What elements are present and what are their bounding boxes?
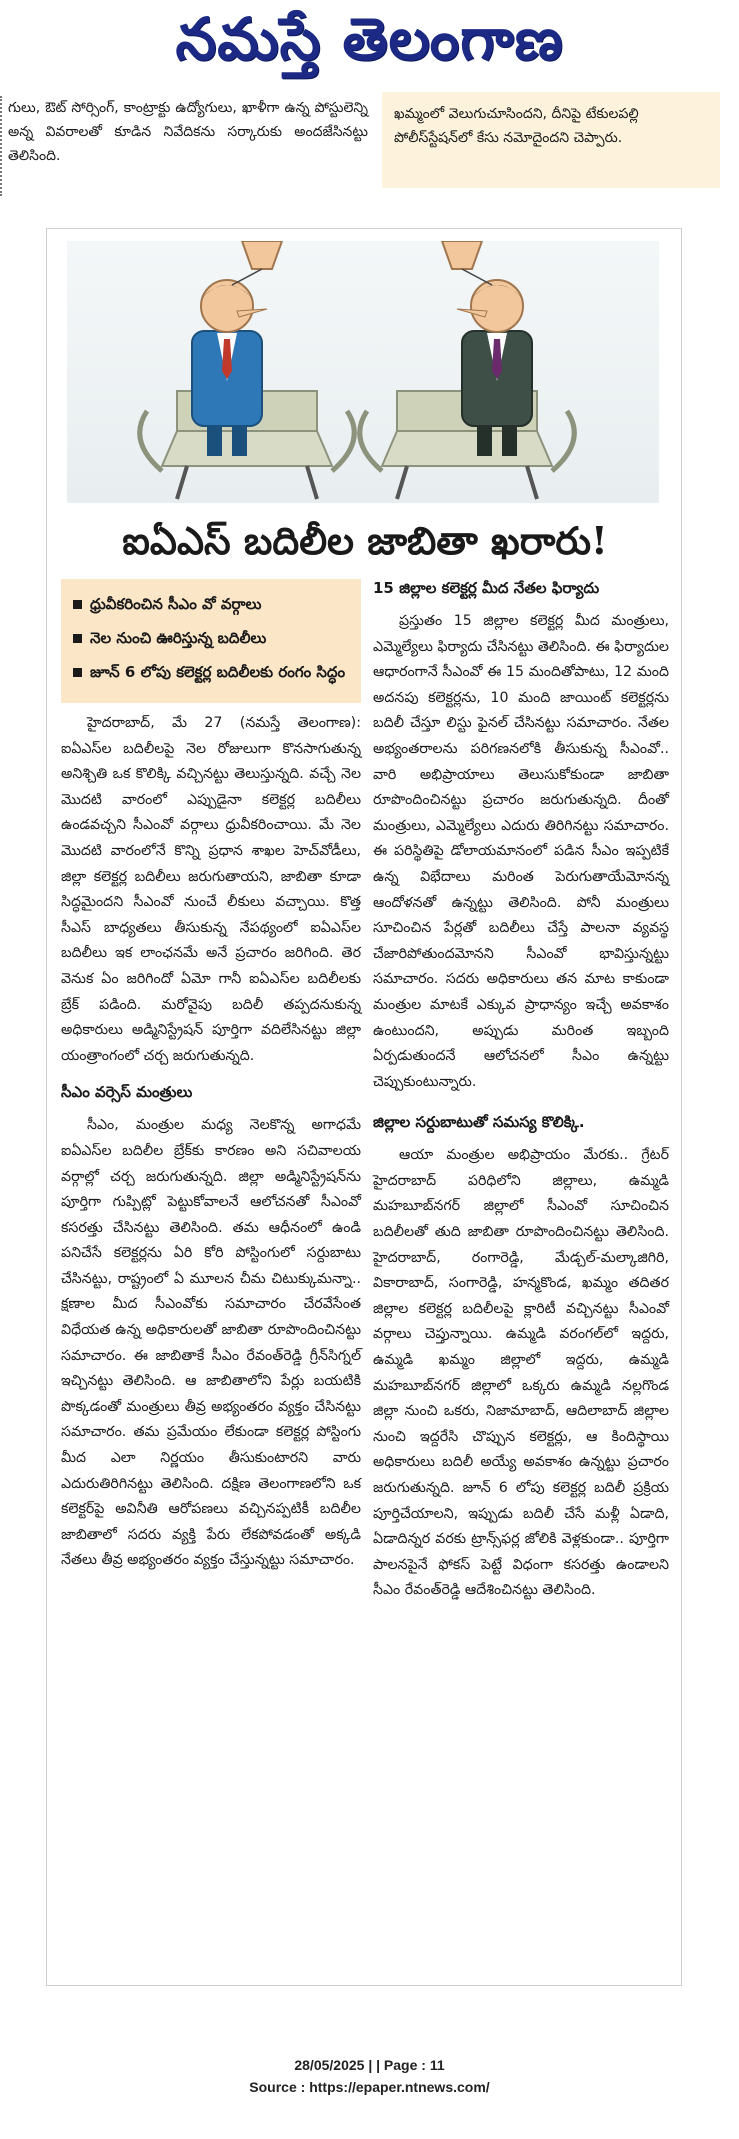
previous-article-left: గులు, ఔట్ సోర్సింగ్, కాంట్రాక్టు ఉద్యోగులు, ఖాళీగా ఉన్న పోస్టులెన్ని అన్న వివరాలతో కూడిన నివేదికను సర్కారుకు అందజేసినట్టు తెలిసింది. bbox=[8, 100, 368, 164]
right-column bbox=[373, 575, 669, 1604]
page-footer bbox=[0, 2054, 739, 2098]
article-intro: హైదరాబాద్, మే 27 (నమస్తే తెలంగాణ): ఐఏఎస్‌ల బదిలీలపై నెల రోజులుగా కొనసాగుతున్న అనిశ్చితి ఒక కొలిక్కి వచ్చినట్టు తెలుస్తున్నది. వచ్చే నెల మొదటి వారంలో ఎప్పుడైనా కలెక్టర్ల బదిలీలు ఉండవచ్చని సీఎంవో వర్గాలు ధ్రువీకరించాయి. మే నెల మొదటి వారంలోనే కొన్ని ప్రధాన శాఖల హెచ్‌వోడీలు, జిల్లా కలెక్టర్ల బదిలీలు జరుగుతాయని, జాబితా కూడా సిద్ధమైందని సీఎంవో నుంచే లీకులు వచ్చాయి. కొత్త సీఎస్ బాధ్యతలు తీసుకున్న నేపథ్యంలో ఐఏఎస్‌ల బదిలీలు ఇక లాంఛనమే అనే ప్రచారం జరిగింది. తెర వెనుక ఏం జరిగిందో ఏమో గానీ ఐఏఎస్‌ల బదిలీలకు బ్రేక్ పడింది. మరోవైపు బదిలీ తప్పదనుకున్న అధికారులు అడ్మినిస్ట్రేషన్ పూర్తిగా వదిలేసినట్టు జిల్లా యంత్రాంగంలో చర్చ జరుగుతున్నది. bbox=[61, 715, 361, 1064]
square-bullet-icon bbox=[73, 600, 82, 609]
section-body: ప్రస్తుతం 15 జిల్లాల కలెక్టర్ల మీద మంత్రులు, ఎమ్మెల్యేలు ఫిర్యాదు చేసినట్టు తెలిసింది. ఈ ఫిర్యాదుల ఆధారంగానే సీఎంవో ఈ 15 మందితోపాటు, 12 మంది అదనపు కలెక్టర్లను, 10 మంది జాయింట్ కలెక్టర్లను బదిలీ చేస్తూ లిస్టు ఫైనల్ చేసినట్టు సమాచారం. నేతల అభ్యంతరాలను పరిగణనలోకి తీసుకున్న సీఎంవో.. వారి అభిప్రాయాలు తెలుసుకోకుండా జాబితా రూపొందించినట్టు ప్రచారం జరుగుతున్నది. దీంతో మంత్రులు, ఎమ్మెల్యేలు ఎదురు తిరిగినట్టు సమాచారం. ఈ పరిస్థితిపై డోలాయమానంలో పడిన సీఎం ఇప్పటికే ఉన్న విభేదాలు మరింత పెరుగుతాయేమోనన్న ఆందోళనతో ఉన్నట్టు తెలిసింది. పోనీ మంత్రులు సూచించిన పేర్లతో బదిలీలు చేస్తే పాలనా వ్యవస్థ చేజారిపోతుందమోనని సీఎంవో భావిస్తున్నట్టు సమాచారం. సదరు అధికారులు తన మాట కాకుండా మంత్రుల మాటకే ఎక్కువ ప్రాధాన్యం ఇచ్చే అవకాశం ఉంటుందని, అప్పుడు మరింత ఇబ్బంది ఏర్పడుతుందనే ఆలోచనలో సీఎం ఉన్నట్టు చెప్పుకుంటున్నారు. bbox=[373, 613, 669, 1090]
section-body: సీఎం, మంత్రుల మధ్య నెలకొన్న అగాధమే ఐఏఎస్‌ల బదిలీల బ్రేక్‌కు కారణం అని సచివాలయ వర్గాల్లో చర్చ జరుగుతున్నది. జిల్లా అడ్మినిస్ట్రేషన్‌ను పూర్తిగా గుప్పిట్లో పెట్టుకోవాలనే ఆలోచనతో సీఎంవో కసరత్తు చేసినట్టు తెలిసింది. తమ ఆధీనంలో ఉండి పనిచేసే కలెక్టర్లను ఏరి కోరి పోస్టింగులో సర్దుబాటు చేసినట్టు, రాష్ట్రంలో ఏ మూలన చీమ చిటుక్కుమన్నా.. క్షణాల మీద సీఎంవోకు సమాచారం చేరవేసేంత విధేయత ఉన్న అధికారులతో జాబితా రూపొందించినట్టు సమాచారం. ఈ జాబితాకే సీఎం రేవంత్‌రెడ్డి గ్రీన్‌సిగ్నల్ ఇచ్చినట్టు తెలిసింది. ఆ జాబితాలోని పేర్లు బయటికి పొక్కడంతో మంత్రులు తీవ్ర అభ్యంతరం వ్యక్తం చేసినట్టు సమాచారం. తమ ప్రమేయం లేకుండా కలెక్టర్ల పోస్టింగు మీద ఎలా నిర్ణయం తీసుకుంటారని వారు ఎదురుతిరిగినట్టు తెలిసింది. దక్షిణ తెలంగాణలోని ఒక కలెక్టర్‌పై అవినీతి ఆరోపణలు వచ్చినప్పటికీ బదిలీల జాబితాలో సదరు వ్యక్తి పేరు లేకపోవడంతో అక్కడి నేతలు తీవ్ర అభ్యంతరం వ్యక్తం చేస్తున్నట్టు సమాచారం. bbox=[61, 1117, 361, 1569]
square-bullet-icon bbox=[73, 668, 82, 677]
date-page-line: 28/05/2025 | | Page : 11 bbox=[294, 2057, 445, 2073]
highlight-item: ధ్రువీకరించిన సీఎం వో వర్గాలు bbox=[71, 591, 351, 617]
newspaper-title: నమస్తే తెలంగాణ bbox=[175, 4, 564, 73]
masthead bbox=[0, 0, 739, 92]
section-heading: సీఎం వర్సెస్ మంత్రులు bbox=[61, 1083, 193, 1102]
highlights-box bbox=[61, 579, 361, 703]
column-edge-dots bbox=[0, 96, 8, 196]
section-body: ఆయా మంత్రుల అభిప్రాయం మేరకు.. గ్రేటర్ హైదరాబాద్ పరిధిలోని జిల్లాలు, ఉమ్మడి మహబూబ్‌నగర్ జిల్లాలో సీఎంవో సూచించిన బదిలీలతో తుది జాబితా రూపొందించినట్టు తెలిసింది. హైదరాబాద్, రంగారెడ్డి, మేడ్చల్-మల్కాజిగిరి, వికారాబాద్, సంగారెడ్డి, హన్మకొండ, ఖమ్మం తదితర జిల్లాల కలెక్టర్ల బదిలీలపై క్లారిటీ వచ్చినట్టు సీఎంవో వర్గాలు చెప్తున్నాయి. ఉమ్మడి వరంగల్‌లో ఇద్దరు, ఉమ్మడి ఖమ్మం జిల్లాలో ఇద్దరు, ఉమ్మడి మహబూబ్‌నగర్ జిల్లాలో ఒక్కరు ఉమ్మడి నల్లగొండ జిల్లా నుంచి ఒకరు, నిజామాబాద్, ఆదిలాబాద్ జిల్లాల నుంచి ఇద్దరేసి చొప్పున కలెక్టర్లు, ఆ కిందిస్థాయి అధికారులు బదిలీ అయ్యే అవకాశం ఉన్నట్టు ప్రచారం జరుగుతున్నది. జూన్ 6 లోపు కలెక్టర్ల బదిలీ ప్రక్రియ పూర్తిచేయాలని, ఇప్పుడు బదిలీ చేసే మళ్లీ ఏడాది, ఏడాదిన్నర వరకు ట్రాన్స్‌ఫర్ల జోలికి వెళ్లకుండా.. పూర్తిగా పాలనపైనే ఫోకస్ పెట్టే విధంగా కసరత్తు ఉండాలని సీఎం రేవంత్‌రెడ్డి ఆదేశించినట్టు తెలిసింది. bbox=[373, 1147, 669, 1599]
square-bullet-icon bbox=[73, 634, 82, 643]
article-frame bbox=[46, 228, 682, 1986]
section-heading: జిల్లాల సర్దుబాటుతో సమస్య కొలిక్కి. bbox=[373, 1113, 585, 1132]
highlight-item: జూన్ 6 లోపు కలెక్టర్ల బదిలీలకు రంగం సిద్ధం bbox=[71, 659, 351, 685]
puppeteer-hands-icon bbox=[232, 241, 492, 285]
puppet-officers-illustration bbox=[67, 241, 659, 503]
left-column bbox=[61, 579, 361, 1574]
article-headline: ఐఏఎస్ బదిలీల జాబితా ఖరారు! bbox=[122, 518, 608, 563]
illustration-svg bbox=[67, 241, 659, 503]
section-heading: 15 జిల్లాల కలెక్టర్ల మీద నేతల ఫిర్యాదు bbox=[373, 579, 600, 597]
highlight-item: నెల నుంచి ఊరిస్తున్న బదిలీలు bbox=[71, 625, 351, 651]
source-line: Source : https://epaper.ntnews.com/ bbox=[249, 2079, 490, 2095]
previous-article-right: ఖమ్మంలో వెలుగుచూసిందని, దీనిపై టేకులపల్లి పోలీస్‌స్టేషన్‌లో కేసు నమోదైందని చెప్పారు. bbox=[382, 92, 720, 188]
